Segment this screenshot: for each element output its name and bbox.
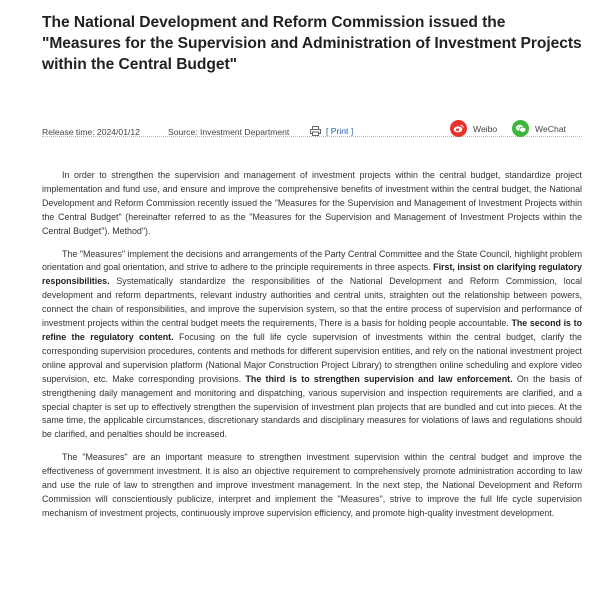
printer-icon xyxy=(310,126,321,136)
article-title: The National Development and Reform Commission issued the "Measures for the Supervision and Administration of Investment Projects within the Central Budget" xyxy=(42,14,582,73)
principle-one-heading: First, insist on clarifying regulatory responsibilities. xyxy=(42,262,582,287)
paragraph-intro: In order to strengthen the supervision and management of investment projects within the central budget, standardize project implementation and fund use, and ensure and improve the comprehensive benefits of investment within the central budget, the National Development and Reform Commission recently issued the "Measures for the Supervision and Management of Investment Projects within the Central Budget" (hereinafter referred to as the "Measures for the Supervision and Management of Investment Projects within the Central Budget"). Method"). xyxy=(42,170,582,236)
principle-three-heading: The third is to strengthen supervision and law enforcement. xyxy=(245,373,513,384)
release-time: Release time: 2024/01/12 xyxy=(42,127,140,137)
paragraph-principles xyxy=(42,248,582,443)
principles-lead: The "Measures" implement the decisions and arrangements of the Party Central Committee and the State Council, highlight problem orientation and goal orientation, and strive to adhere to the principle requirements in three aspects. xyxy=(42,248,582,273)
share-wechat-button[interactable] xyxy=(512,120,566,137)
wechat-icon xyxy=(512,120,529,137)
paragraph-conclusion: The "Measures" are an important measure to strengthen investment supervision within the central budget and improve the effectiveness of government investment. It is also an objective requirement to comprehensively promote administration according to law and use the rule of law to strengthen and improve investment management. In the next step, the National Development and Reform Commission will conscientiously publicize, interpret and implement the "Measures", strive to improve the full life cycle supervision mechanism of investment projects, continuously improve supervision efficiency, and promote high-quality investment development. xyxy=(42,452,582,518)
share-weibo-button[interactable] xyxy=(450,120,497,137)
principle-two-text: Focusing on the full life cycle supervision of investments within the central budget, clarify the corresponding supervision procedures, contents and methods for different supervision entities, and rely on the national investment project online approval and supervision platform (National Major Construction Project Library) to strengthen online scheduling and explore video supervision, etc. Make corresponding provisions. xyxy=(42,331,582,384)
principle-two-heading: The second is to refine the regulatory content. xyxy=(42,318,582,342)
source-department: Source: Investment Department xyxy=(168,127,290,137)
article-meta-bar xyxy=(42,110,582,137)
weibo-icon xyxy=(450,120,467,137)
principle-one-text: Systematically standardize the responsibilities of the National Development and Reform Commission, local development and reform departments, relevant industry authorities and central units, straighten out the relationship between powers, connect the chain of responsibilities, and improve the supervision system, so that the entire process of supervision and performance of investment projects within the central budget meets the requirements, There is a basis for holding people accountable. xyxy=(42,276,583,329)
article-page xyxy=(42,12,583,518)
wechat-label: WeChat xyxy=(535,123,566,134)
print-button[interactable] xyxy=(310,126,353,136)
print-label: [ Print ] xyxy=(326,126,354,136)
principle-three-text: On the basis of strengthening daily management and monitoring and dispatching, various supervision and inspection requirements are clarified, and a special chapter is set up to effectively strengthen the supervision of investment plan projects that are bundled and cut into pieces. At the same time, the applicable circumstances, discretionary standards and disciplinary measures for violations of laws and regulations should be clarified, and penalties should be increased. xyxy=(42,373,583,440)
article-body xyxy=(42,169,582,530)
weibo-label: Weibo xyxy=(473,123,498,134)
